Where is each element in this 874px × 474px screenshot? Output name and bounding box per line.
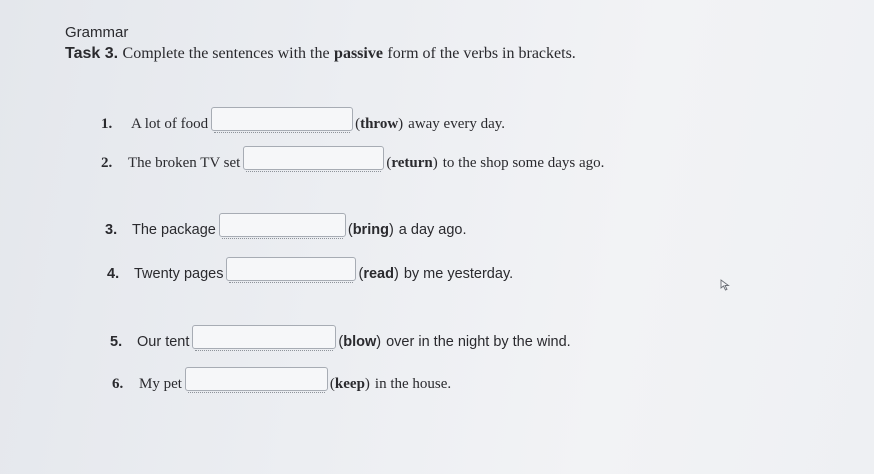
sentence-text-before: My pet	[139, 375, 182, 392]
answer-field-3[interactable]	[219, 213, 346, 237]
sentence-6	[112, 372, 451, 396]
verb-hint: (bring)	[347, 222, 394, 238]
answer-field-5[interactable]	[192, 325, 336, 349]
task-instruction	[65, 45, 576, 63]
task-text-before: Complete the sentences with the	[122, 45, 330, 62]
task-bold-word: passive	[334, 45, 383, 62]
answer-field-2[interactable]	[243, 146, 384, 170]
mouse-pointer-icon	[720, 279, 732, 291]
answer-field-4[interactable]	[226, 257, 356, 281]
sentence-text-after: in the house.	[374, 375, 452, 392]
sentence-1	[101, 112, 505, 136]
sentence-text-before: A lot of food	[131, 115, 209, 132]
answer-field-6[interactable]	[185, 367, 328, 391]
sentence-text-after: away every day.	[408, 115, 506, 132]
sentence-text-before: Our tent	[137, 334, 190, 350]
verb-hint: (return)	[386, 154, 438, 171]
sentence-text-before: The broken TV set	[128, 154, 241, 171]
sentence-number: 2.	[101, 154, 113, 171]
verb-hint: (keep)	[329, 375, 370, 392]
sentence-text-after: a day ago.	[398, 222, 467, 238]
sentence-5	[110, 330, 571, 354]
sentence-2	[101, 151, 604, 175]
sentence-text-after: by me yesterday.	[403, 266, 514, 282]
sentence-4	[107, 262, 513, 286]
sentence-text-after: to the shop some days ago.	[442, 154, 605, 171]
sentence-number: 4.	[107, 266, 120, 282]
sentence-text-after: over in the night by the wind.	[386, 334, 571, 350]
sentence-text-before: Twenty pages	[134, 266, 224, 282]
verb-hint: (throw)	[355, 115, 404, 132]
sentence-number: 1.	[101, 115, 113, 132]
sentence-text-before: The package	[132, 222, 216, 238]
task-text-after: form of the verbs in brackets.	[387, 45, 576, 62]
sentence-number: 6.	[112, 375, 124, 392]
section-heading: Grammar	[65, 24, 129, 41]
sentence-3	[105, 218, 467, 242]
sentence-number: 3.	[105, 222, 118, 238]
sentence-number: 5.	[110, 334, 123, 350]
task-label: Task 3.	[65, 45, 119, 62]
verb-hint: (read)	[358, 266, 399, 282]
answer-field-1[interactable]	[211, 107, 353, 131]
verb-hint: (blow)	[338, 334, 382, 350]
